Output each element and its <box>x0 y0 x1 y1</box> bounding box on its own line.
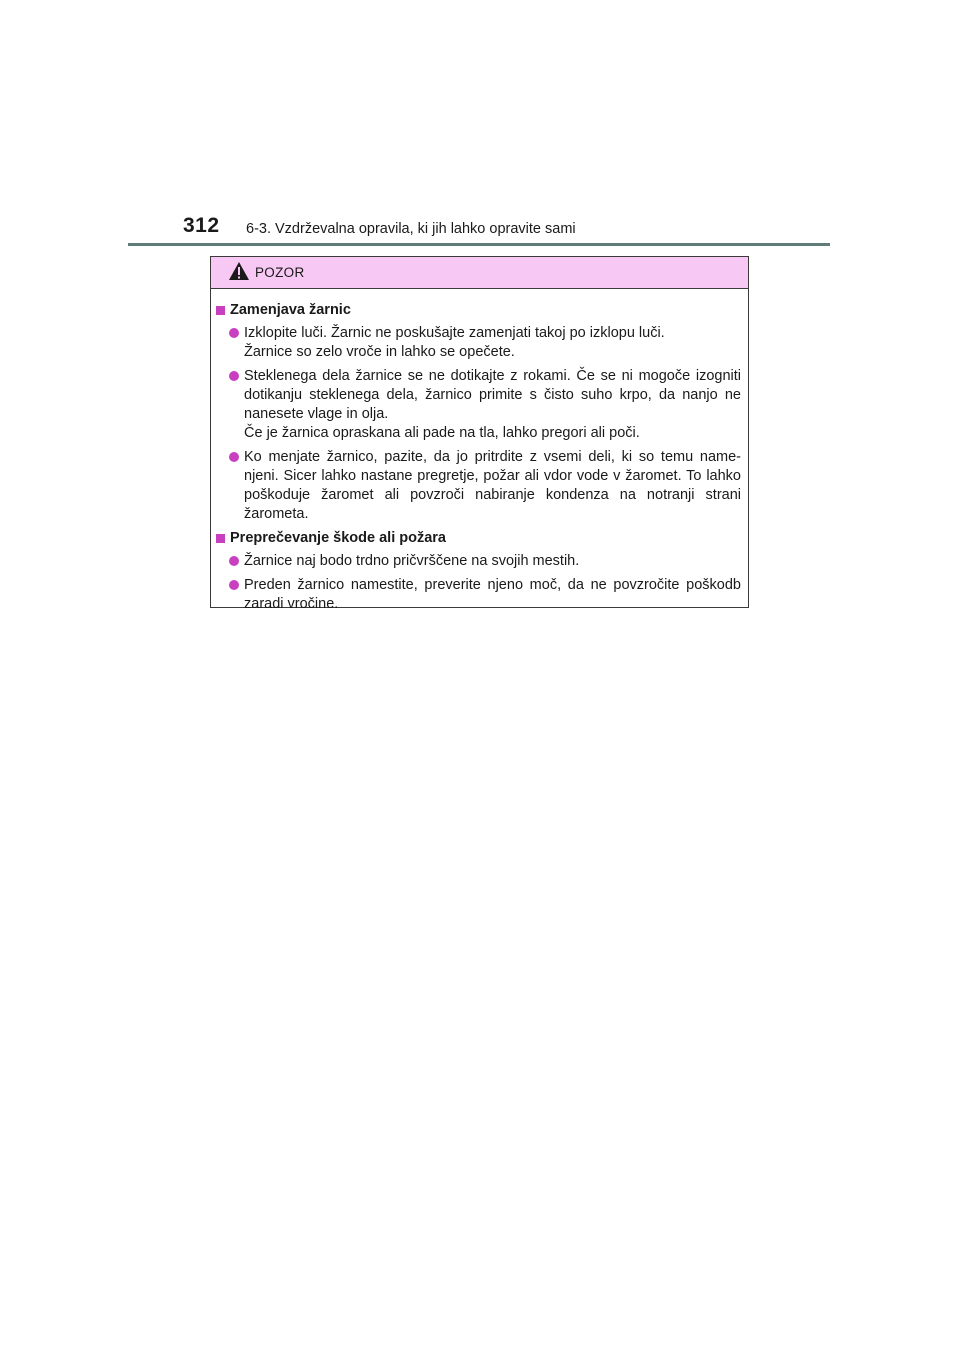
caution-body <box>211 289 748 614</box>
paragraph: Če je žarnica opraskana ali pade na tla, lahko pregori ali poči. <box>244 425 640 441</box>
list-item <box>229 367 741 443</box>
circle-bullet-icon <box>229 556 239 566</box>
caution-header <box>211 257 748 289</box>
page-number: 312 <box>183 214 220 237</box>
paragraph: Izklopite luči. Žarnic ne poskušajte zamenjati takoj po izklopu luči. <box>244 325 665 341</box>
subheading-bulb-replacement <box>216 301 741 320</box>
header-divider <box>128 243 830 246</box>
circle-bullet-icon <box>229 371 239 381</box>
circle-bullet-icon <box>229 580 239 590</box>
subheading-label: Zamenjava žarnic <box>230 302 351 318</box>
paragraph: Steklenega dela žarnice se ne dotikajte z rokami. Če se ni mogoče izogniti dotikanju steklenega dela, žarnico primite s čisto suho krpo, da nanjo ne nanesete vlage in olja. <box>244 368 741 422</box>
paragraph: Žarnice naj bodo trdno pričvrščene na svojih mestih. <box>244 553 580 569</box>
paragraph: Preden žarnico namestite, preverite njeno moč, da ne povzročite poškodb zaradi vročine. <box>244 577 741 612</box>
list-item <box>229 324 741 362</box>
paragraph: Žarnice so zelo vroče in lahko se opečete. <box>244 344 515 360</box>
square-bullet-icon <box>216 534 225 543</box>
circle-bullet-icon <box>229 328 239 338</box>
caution-label: POZOR <box>255 265 305 280</box>
paragraph: Ko menjate žarnico, pazite, da jo pritrdite z vsemi deli, ki so temu name- njeni. Sicer lahko nastane pregretje, požar ali vdor vode v žaromet. To lahko poškoduje žaromet ali povzroči nabiranje kondenza na notranji strani žarometa. <box>244 449 741 522</box>
subheading-damage-prevention <box>216 529 741 548</box>
warning-triangle-icon <box>228 261 250 281</box>
list-item <box>229 552 741 571</box>
list-item <box>229 576 741 614</box>
list-item <box>229 448 741 524</box>
square-bullet-icon <box>216 306 225 315</box>
section-title: 6-3. Vzdrževalna opravila, ki jih lahko opravite sami <box>246 221 576 237</box>
subheading-label: Preprečevanje škode ali požara <box>230 530 446 546</box>
caution-box <box>210 256 749 612</box>
circle-bullet-icon <box>229 452 239 462</box>
